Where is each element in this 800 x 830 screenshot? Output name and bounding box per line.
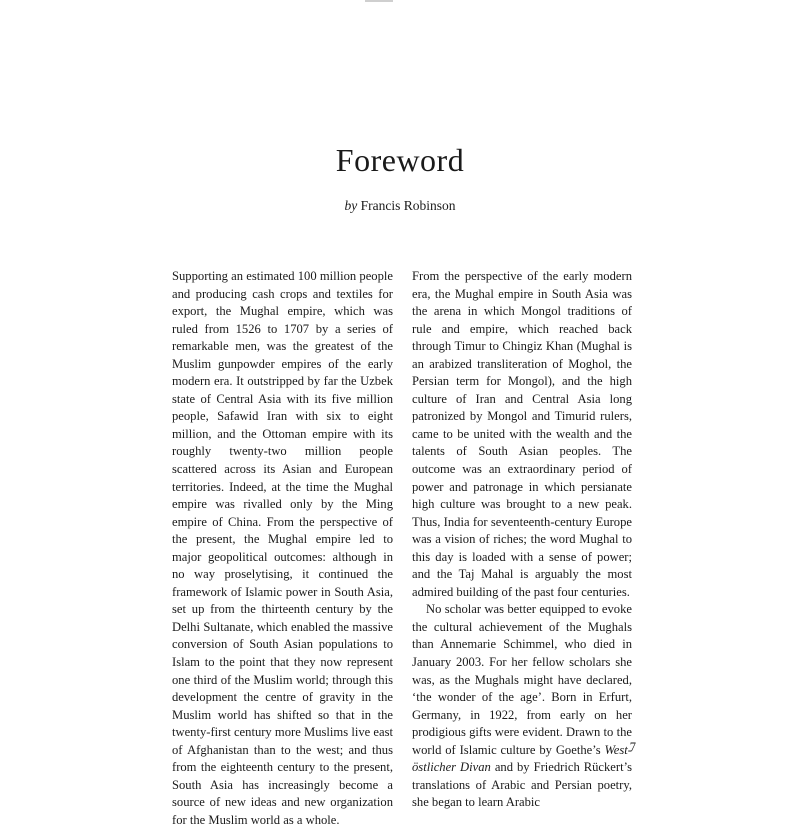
paragraph-1: Supporting an estimated 100 million people and producing cash crops and textiles for export, the Mughal empire, which was ruled from 1526 to 1707 by a series of remarkable men, was the greatest of the Muslim gunpowder empires of the early modern era. It outstripped by far the Uzbek state of Central Asia with its five million people, Safawid Iran with six to eight million, and the Ottoman empire with its roughly twenty-two million people scattered across its Asian and European territories. Indeed, at the time the Mughal empire was rivalled only by the Ming empire of China. From the perspective of the present, the Mughal empire led to major geopolitical outcomes: although in no way proselytising, it continued the framework of Islamic power in South Asia, set up from the thirteenth century by the Delhi Sultanate, which enabled the massive conversion of South Asian populations to Islam to the point that they now represent one third of the Muslim world; through this development the centre of gravity in the Muslim world has shifted so that in the twenty-first century more Muslims live east of Afghanistan than to the west; and thus from the eighteenth century to the present, South Asia has increasingly become a source of new ideas and new organization for the Muslim world as a whole. <box>172 269 393 827</box>
byline-author: Francis Robinson <box>360 198 456 213</box>
right-column <box>412 268 632 812</box>
paragraph-2: From the perspective of the early modern era, the Mughal empire in South Asia was the arena in which Mongol traditions of rule and empire, which reached back through Timur to Chingiz Khan (Mughal is an arabized transliteration of Moghol, the Persian term for Mongol), and the high culture of Iran and Central Asia long patronized by Mongol and Timurid rulers, came to be united with the wealth and the talents of South Asian peoples. The outcome was an extraordinary period of power and patronage in which persianate high culture was brought to a new peak. Thus, India for seventeenth-century Europe was a vision of riches; the word Mughal to this day is loaded with a sense of power; and the Taj Mahal is arguably the most admired building of the past four centuries. <box>412 269 632 599</box>
byline-prefix: by <box>344 198 358 213</box>
paragraph-3-text-a: No scholar was better equipped to evoke the cultural achievement of the Mughals than Annemarie Schimmel, who died in January 2003. For her fellow scholars she was, as the Mughals might have declared, ‘the wonder of the age’. Born in Erfurt, Germany, in 1922, from early on her prodigious gifts were evident. Drawn to the world of Islamic culture by Goethe’s <box>412 602 632 757</box>
page-title: Foreword <box>335 142 465 178</box>
running-head-mark <box>365 0 393 2</box>
byline <box>0 197 800 215</box>
paragraph-3-book-title: West-östlicher Divan <box>412 742 632 775</box>
paragraph-3 <box>412 601 632 812</box>
left-column <box>172 268 393 830</box>
paragraph-3-text-b: and by Friedrich Rückert’s translations of Arabic and Persian poetry, she began to learn Arabic <box>412 760 632 810</box>
page-number: 7 <box>629 740 636 754</box>
